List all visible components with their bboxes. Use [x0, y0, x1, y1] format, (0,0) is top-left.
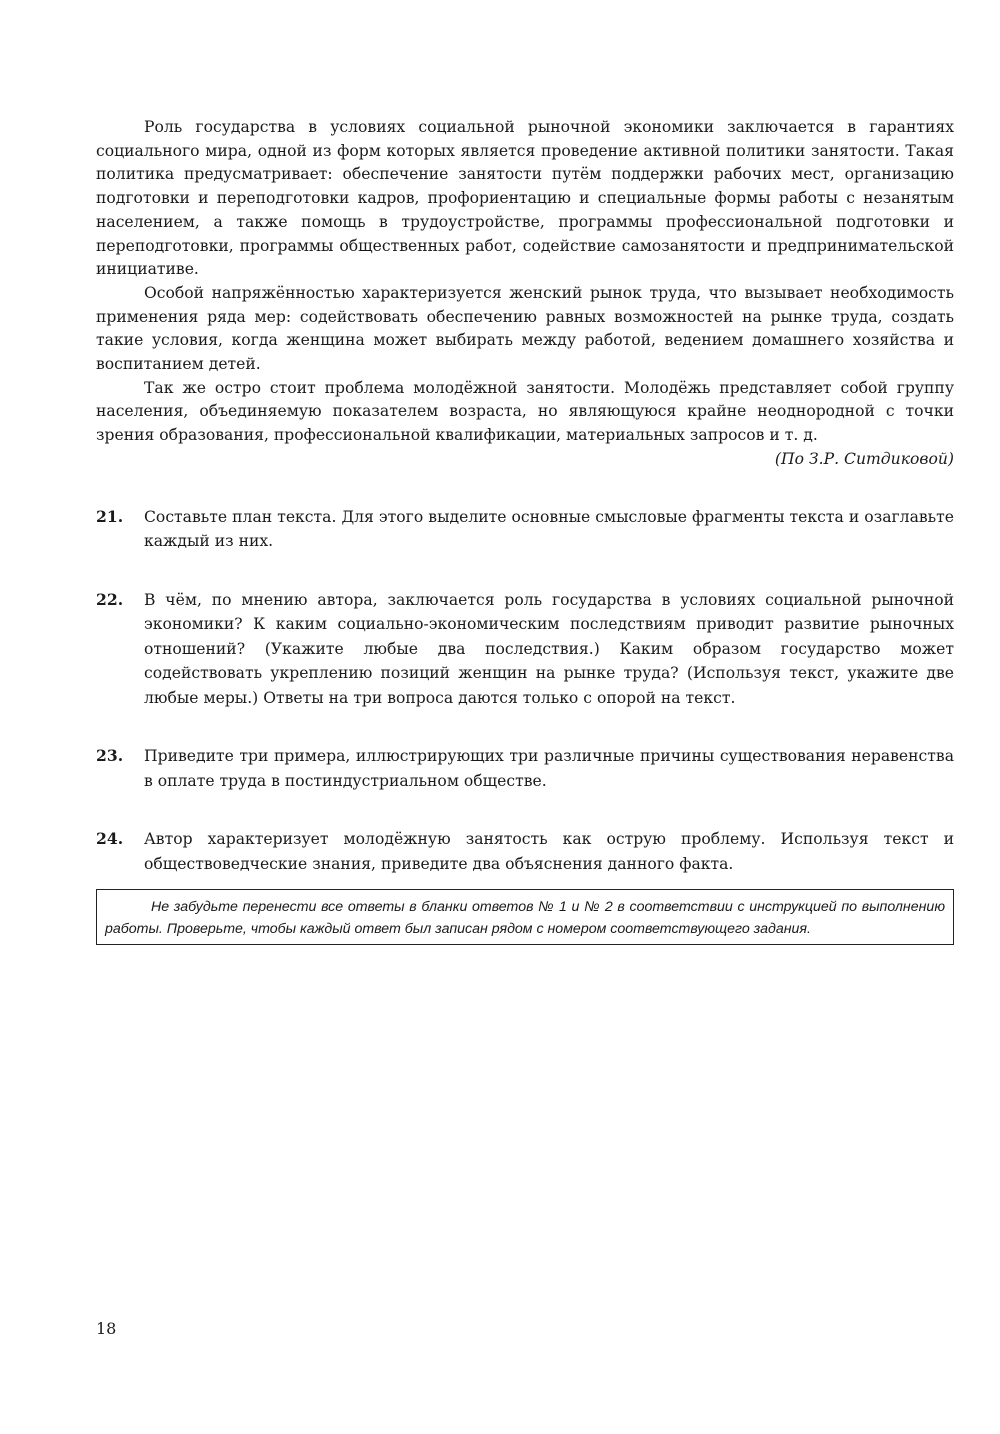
- page-content: [96, 116, 954, 945]
- task-text: Составьте план текста. Для этого выделите основные смысловые фрагменты текста и озаглавьте каждый из них.: [144, 507, 954, 551]
- task-item: [96, 744, 954, 793]
- text-paragraph: Так же остро стоит проблема молодёжной занятости. Молодёжь представляет собой группу населения, объединяемую показателем возраста, но являющуюся крайне неоднородной с точки зрения образования, профессиональной квалификации, материальных запросов и т. д.: [96, 378, 954, 445]
- task-number: 24.: [96, 829, 124, 849]
- task-item: [96, 505, 954, 554]
- task-number: 23.: [96, 746, 124, 766]
- source-attribution: (По З.Р. Ситдиковой): [774, 449, 954, 468]
- task-item: [96, 588, 954, 711]
- instruction-note-box: Не забудьте перенести все ответы в бланки ответов № 1 и № 2 в соответствии с инструкцией по выполнению работы. Проверьте, чтобы каждый ответ был записан рядом с номером соответствующего задания.: [96, 889, 954, 945]
- page-number: 18: [96, 1319, 117, 1338]
- task-number: 21.: [96, 506, 124, 526]
- task-item: [96, 827, 954, 876]
- task-text: Приведите три примера, иллюстрирующих три различные причины существования неравенства в оплате труда в постиндустриальном обществе.: [144, 747, 954, 790]
- task-number: 22.: [96, 589, 124, 609]
- task-text: В чём, по мнению автора, заключается роль государства в условиях социальной рыночной экономики? К каким социально-экономическим последствиям приводит развитие рыночных отношений? (Укажите любые два последствия.) Каким образом государство может содействовать укреплению позиций женщин на рынке труда? (Используя текст, укажите две любые меры.) Ответы на три вопроса даются только с опорой на текст.: [144, 590, 954, 707]
- text-paragraph: Роль государства в условиях социальной рыночной экономики заключается в гарантиях социального мира, одной из форм которых является проведение активной политики занятости. Такая политика предусматривает: обеспечение занятости путём поддержки рабочих мест, организацию подготовки и переподготовки кадров, профориентацию и специальные формы работы с незанятым населением, а также помощь в трудоустройстве, программы профессиональной подготовки и переподготовки, программы общественных работ, содействие самозанятости и предпринимательской инициативе.: [96, 118, 954, 279]
- task-text: Автор характеризует молодёжную занятость как острую проблему. Используя текст и обществоведческие знания, приведите два объяснения данного факта.: [144, 830, 954, 873]
- text-paragraph: Особой напряжённостью характеризуется женский рынок труда, что вызывает необходимость применения ряда мер: содействовать обеспечению равных возможностей на рынке труда, создать такие условия, когда женщина может выбирать между работой, ведением домашнего хозяйства и воспитанием детей.: [96, 283, 954, 374]
